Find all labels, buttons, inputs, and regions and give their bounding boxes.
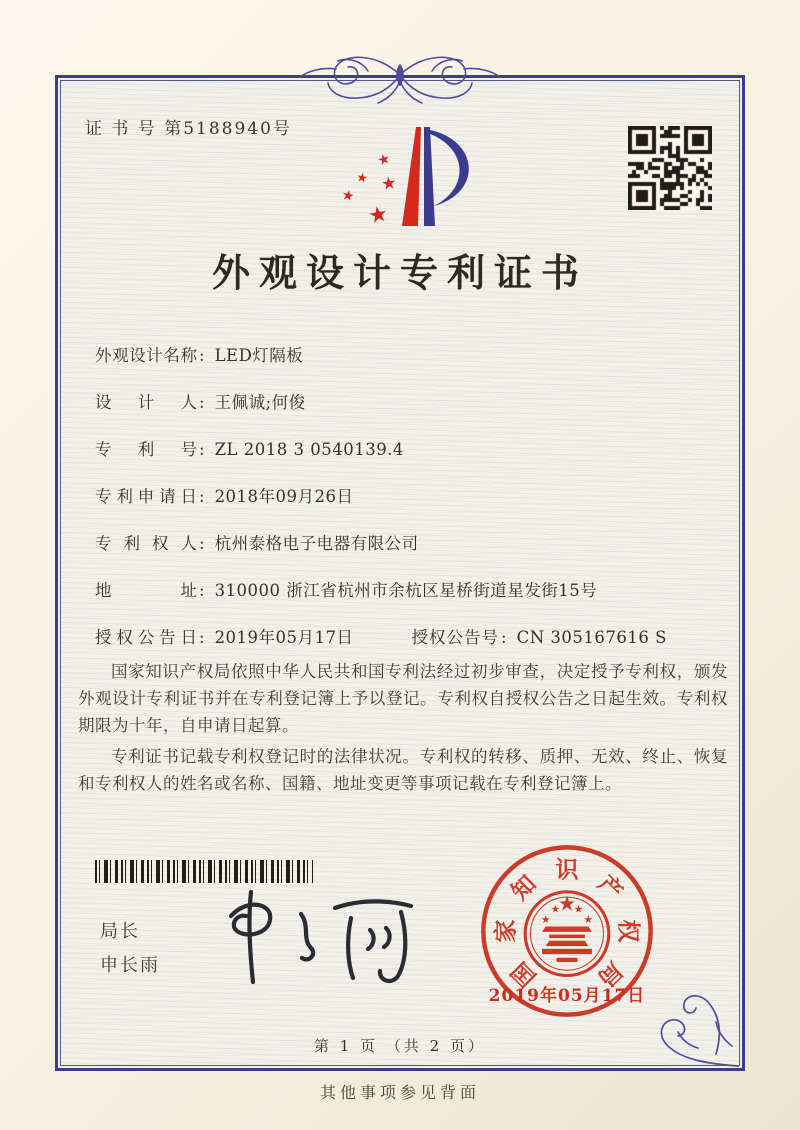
national-emblem [525,892,609,976]
logo-p-bowl [428,130,469,206]
svg-text:产: 产 [592,870,628,906]
grant-number-value: CN 305167616 S [516,628,667,647]
svg-text:★: ★ [583,912,594,926]
svg-text:★: ★ [340,186,356,206]
field-list [95,342,745,671]
svg-text:★: ★ [557,891,577,916]
logo-red-wedge [402,127,421,226]
svg-text:国: 国 [506,956,542,992]
top-flourish-ornament [278,47,522,107]
svg-text:局: 局 [592,956,628,992]
legal-paragraph-1: 国家知识产权局依照中华人民共和国专利法经过初步审查，决定授予专利权，颁发外观设计专利证书并在专利登记簿上予以登记。专利权自授权公告之日起生效。专利权期限为十年，自申请日起算。 [78,662,728,735]
legal-text [78,658,728,801]
svg-text:识: 识 [555,856,579,884]
issuer-title: 局长 [100,921,140,942]
field-filing-date: 专利申请日 : 2018年09月26日 [95,487,354,506]
svg-text:★: ★ [380,173,398,195]
logo-blue-bar [424,127,435,226]
svg-text:★: ★ [354,170,369,187]
issuer-name: 申长雨 [100,955,160,976]
qr-code [628,126,712,210]
svg-text:知: 知 [506,870,542,906]
svg-text:★: ★ [366,201,391,230]
field-patentee: 专利权人 : 杭州泰格电子电器有限公司 [95,534,419,553]
svg-text:★: ★ [550,902,561,916]
issuer-block [100,915,160,983]
signature-shen-changyu [213,882,428,987]
svg-text:权: 权 [614,919,642,943]
corner-flourish-ornament [652,988,742,1070]
svg-text:★: ★ [375,150,393,170]
grant-number-label: 授权公告号 [411,628,500,647]
field-grant-date-and-number: 授权公告日 : 2019年05月17日 授权公告号 : CN 305167616 S [95,624,745,646]
svg-text:家: 家 [492,919,520,943]
field-design-name: 外观设计名称 : LED灯隔板 [95,346,304,365]
field-patent-number: 专利号 : ZL 2018 3 0540139.4 [95,440,404,459]
field-designer: 设计人 : 王佩诚;何俊 [95,393,306,412]
svg-text:★: ★ [540,912,551,926]
barcode [95,860,313,883]
certificate-title: 外观设计专利证书 [211,250,588,295]
certificate-number: 证 书 号 第5188940号 [85,119,292,139]
legal-paragraph-2: 专利证书记载专利权登记时的法律状况。专利权的转移、质押、无效、终止、恢复和专利权人的姓名或名称、国籍、地址变更等事项记载在专利登记簿上。 [78,747,728,793]
field-address: 地址 : 310000 浙江省杭州市余杭区星桥街道星发街15号 [95,581,598,600]
svg-text:★: ★ [573,902,584,916]
page-number: 第 1 页 （共 2 页） [314,1037,486,1055]
back-note: 其他事项参见背面 [319,1083,480,1102]
seal-date: 2019年05月17日 [488,986,646,1006]
cnipa-logo [318,122,488,232]
